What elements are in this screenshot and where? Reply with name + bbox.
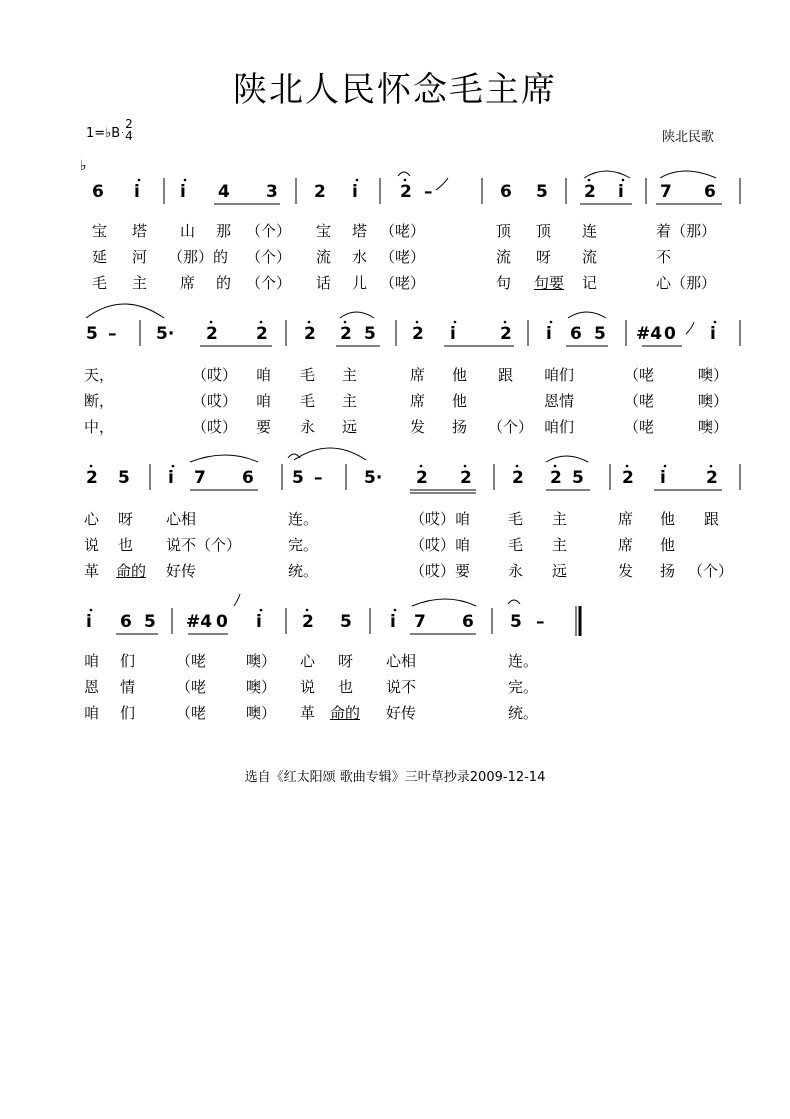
lyric: 流 [316, 248, 332, 266]
lyric: 也 [118, 536, 134, 554]
lyric: 好传 [386, 704, 417, 722]
octave-dot [714, 321, 717, 324]
lyric: 毛 [508, 536, 524, 554]
lyric: 噢） [246, 704, 277, 722]
lyric: 说不 [386, 678, 417, 696]
lyric: 发 [410, 418, 426, 436]
slur [86, 304, 164, 318]
lyric: 噢） [246, 678, 277, 696]
lyric: 宝 [92, 222, 108, 240]
note: 2 [460, 468, 472, 488]
slur [584, 171, 630, 178]
note: 6 [704, 182, 716, 202]
lyric: （那）的 [168, 248, 229, 266]
octave-dot [554, 465, 557, 468]
lyric: 宝 [316, 222, 332, 240]
lyric: 远 [552, 562, 568, 580]
lyric: （咾） [380, 222, 426, 240]
note: 2 [512, 468, 524, 488]
lyric: 完。 [288, 536, 319, 554]
lyric: 毛 [92, 274, 108, 292]
lyric: 心 [300, 652, 316, 670]
lyric: 扬 [660, 562, 676, 580]
lyric: 革 [300, 704, 316, 722]
lyric: 席 [618, 510, 634, 528]
octave-dot [504, 321, 507, 324]
lyric: （咾） [380, 248, 426, 266]
lyric: 咱们 [544, 418, 575, 436]
octave-dot [356, 179, 359, 182]
lyric: 跟 [704, 510, 720, 528]
lyric: （个） [246, 274, 292, 292]
note: i [710, 324, 716, 344]
lyric: 话 [316, 274, 332, 292]
lyric: （哎）要 [410, 562, 471, 580]
note: 5 [510, 612, 522, 632]
octave-dot [550, 321, 553, 324]
lyric: 心（那） [656, 274, 717, 292]
octave-dot [420, 465, 423, 468]
slide [686, 322, 694, 334]
lyric: （哎） [192, 392, 238, 410]
lyric: 噢） [698, 418, 729, 436]
octave-dot [394, 609, 397, 612]
octave-dot [172, 465, 175, 468]
lyric: （咾 [624, 392, 655, 410]
note: 7 [660, 182, 672, 202]
lyric: 主 [342, 392, 358, 410]
lyric: （咾 [176, 704, 207, 722]
lyric: 要 [256, 418, 272, 436]
lyric: 也 [338, 678, 354, 696]
octave-dot [138, 179, 141, 182]
flat-mark: ♭ [80, 158, 87, 174]
fermata [398, 172, 410, 176]
lyric: 的 [216, 274, 232, 292]
lyric: （哎） [192, 418, 238, 436]
lyric: 革 [84, 562, 100, 580]
lyric: 咱 [84, 652, 100, 670]
slide [234, 594, 240, 606]
note: i [618, 182, 624, 202]
note: 3 [266, 182, 278, 202]
lyric: 们 [120, 652, 136, 670]
note: i [86, 612, 92, 632]
note: 5 [536, 182, 548, 202]
lyric: （咾 [176, 678, 207, 696]
lyric: 主 [132, 274, 148, 292]
lyric: 情 [120, 678, 136, 696]
octave-dot [90, 609, 93, 612]
note: 5· [364, 468, 383, 488]
lyric: 毛 [300, 392, 316, 410]
lyric: 河 [132, 248, 148, 266]
fermata [508, 600, 520, 604]
octave-dot [664, 465, 667, 468]
lyric: 不 [656, 248, 672, 266]
lyric: 呀 [338, 652, 354, 670]
slur [568, 312, 606, 318]
octave-dot [626, 465, 629, 468]
octave-dot [260, 321, 263, 324]
lyric: 心相 [166, 510, 197, 528]
lyric: 恩 [84, 678, 100, 696]
lyric: 顶 [536, 222, 552, 240]
lyric: 恩情 [544, 392, 575, 410]
lyric: 儿 [352, 274, 368, 292]
lyric: 命的 [330, 704, 361, 722]
lyric: 咱们 [544, 366, 575, 384]
note: i [660, 468, 666, 488]
note: 2 [302, 612, 314, 632]
lyric: 那 [216, 222, 232, 240]
note: 2 [256, 324, 268, 344]
slur [412, 599, 476, 606]
slur [190, 455, 258, 462]
note: 6 [500, 182, 512, 202]
lyric: 呀 [536, 248, 552, 266]
note: i [168, 468, 174, 488]
note: 2 [304, 324, 316, 344]
lyric: 连。 [508, 652, 539, 670]
lyric: 他 [660, 536, 676, 554]
octave-dot [516, 465, 519, 468]
lyric: 统。 [288, 562, 319, 580]
lyric: 记 [582, 274, 598, 292]
note: 2 [500, 324, 512, 344]
lyric: 延 [92, 248, 108, 266]
octave-dot [588, 179, 591, 182]
lyric: 扬 [452, 418, 468, 436]
note: 5 [86, 324, 98, 344]
octave-dot [260, 609, 263, 612]
note: 2 [206, 324, 218, 344]
lyric: 流 [582, 248, 598, 266]
lyric: 他 [660, 510, 676, 528]
lyric: 主 [552, 510, 568, 528]
note: 6 [242, 468, 254, 488]
lyric: （哎）咱 [410, 536, 471, 554]
note: 7 [194, 468, 206, 488]
lyric: 流 [496, 248, 512, 266]
lyric: 着（那） [656, 222, 717, 240]
note: 5 [572, 468, 584, 488]
note: #4 [186, 612, 213, 632]
lyric: 毛 [300, 366, 316, 384]
lyric: 连。 [288, 510, 319, 528]
note: 5· [156, 324, 175, 344]
note: i [450, 324, 456, 344]
lyric: 席 [618, 536, 634, 554]
note: 6 [570, 324, 582, 344]
octave-dot [308, 321, 311, 324]
lyric: 跟 [498, 366, 514, 384]
note: 2 [340, 324, 352, 344]
lyric: 中， [84, 418, 115, 436]
lyric: 他 [452, 366, 468, 384]
lyric: 永 [300, 418, 316, 436]
note: 2 [622, 468, 634, 488]
lyric: 席 [410, 392, 426, 410]
lyric: 水 [352, 248, 368, 266]
note: 2 [706, 468, 718, 488]
octave-dot [710, 465, 713, 468]
note: – [536, 612, 545, 632]
lyric: 噢） [246, 652, 277, 670]
octave-dot [622, 179, 625, 182]
note: 6 [462, 612, 474, 632]
slur [546, 456, 588, 462]
lyric: 天， [84, 366, 115, 384]
slur [294, 448, 366, 460]
note: – [108, 324, 117, 344]
time-top: 2 [125, 117, 133, 131]
note: i [390, 612, 396, 632]
lyric: （哎） [192, 366, 238, 384]
lyric: 心相 [386, 652, 417, 670]
note: i [352, 182, 358, 202]
note: 5 [118, 468, 130, 488]
lyric: 心 [84, 510, 100, 528]
source-footer: 选自《红太阳颂 歌曲专辑》三叶草抄录2009-12-14 [244, 770, 546, 785]
song-origin: 陕北民歌 [661, 130, 714, 145]
lyric: 命的 [116, 562, 147, 580]
lyric: 发 [618, 562, 634, 580]
octave-dot [464, 465, 467, 468]
lyric: 顶 [496, 222, 512, 240]
lyric: 咱 [256, 392, 272, 410]
octave-dot [184, 179, 187, 182]
lyric: （个） [246, 222, 292, 240]
note: 4 [218, 182, 230, 202]
page-title: 陕北人民怀念毛主席 [233, 70, 557, 110]
lyric: （咾 [176, 652, 207, 670]
lyric: 说 [300, 678, 316, 696]
lyric: 塔 [352, 222, 368, 240]
note: 2 [550, 468, 562, 488]
lyric: （哎）咱 [410, 510, 471, 528]
note: 7 [414, 612, 426, 632]
lyric: 咱 [84, 704, 100, 722]
lyric: 席 [410, 366, 426, 384]
note: 5 [594, 324, 606, 344]
note: 2 [416, 468, 428, 488]
lyric: 好传 [166, 562, 197, 580]
note: 5 [144, 612, 156, 632]
lyric: 句要 [534, 274, 565, 292]
octave-dot [306, 609, 309, 612]
lyric: 句 [496, 274, 512, 292]
octave-dot [90, 465, 93, 468]
note: – [424, 182, 433, 202]
lyric: 呀 [118, 510, 134, 528]
octave-dot [344, 321, 347, 324]
lyric: 永 [508, 562, 524, 580]
note: 2 [314, 182, 326, 202]
octave-dot [454, 321, 457, 324]
lyric: 完。 [508, 678, 539, 696]
lyric: （咾 [624, 418, 655, 436]
lyric: （个） [246, 248, 292, 266]
time-bottom: 4 [125, 129, 133, 143]
octave-dot [210, 321, 213, 324]
lyric: （个） [488, 418, 534, 436]
lyric: 席 [180, 274, 196, 292]
lyric: 断， [84, 392, 115, 410]
lyric: 他 [452, 392, 468, 410]
lyric: 们 [120, 704, 136, 722]
note: 2 [412, 324, 424, 344]
key-signature: 1=♭B [86, 126, 121, 141]
note: 6 [92, 182, 104, 202]
note: 2 [400, 182, 412, 202]
lyric: 咱 [256, 366, 272, 384]
note: i [546, 324, 552, 344]
slide [436, 178, 448, 190]
lyric: 山 [180, 222, 196, 240]
note: i [134, 182, 140, 202]
note: 2 [86, 468, 98, 488]
lyric: （咾 [624, 366, 655, 384]
octave-dot [416, 321, 419, 324]
lyric: （个） [688, 562, 734, 580]
note: #4 [636, 324, 663, 344]
lyric: 统。 [508, 704, 539, 722]
note: 0 [216, 612, 228, 632]
note: i [256, 612, 262, 632]
note: 0 [664, 324, 676, 344]
octave-dot [404, 179, 407, 182]
note: 5 [292, 468, 304, 488]
lyric: 主 [552, 536, 568, 554]
slur [340, 312, 374, 318]
note: 2 [584, 182, 596, 202]
note: 5 [364, 324, 376, 344]
slur [660, 171, 716, 178]
note: 6 [120, 612, 132, 632]
lyric: （咾） [380, 274, 426, 292]
lyric: 噢） [698, 392, 729, 410]
lyric: 塔 [132, 222, 148, 240]
lyric: 毛 [508, 510, 524, 528]
lyric: 远 [342, 418, 358, 436]
note: 5 [340, 612, 352, 632]
note: i [180, 182, 186, 202]
note: – [314, 468, 323, 488]
lyric: 连 [582, 222, 598, 240]
lyric: 说不（个） [166, 536, 242, 554]
lyric: 噢） [698, 366, 729, 384]
lyric: 主 [342, 366, 358, 384]
lyric: 说 [84, 536, 100, 554]
